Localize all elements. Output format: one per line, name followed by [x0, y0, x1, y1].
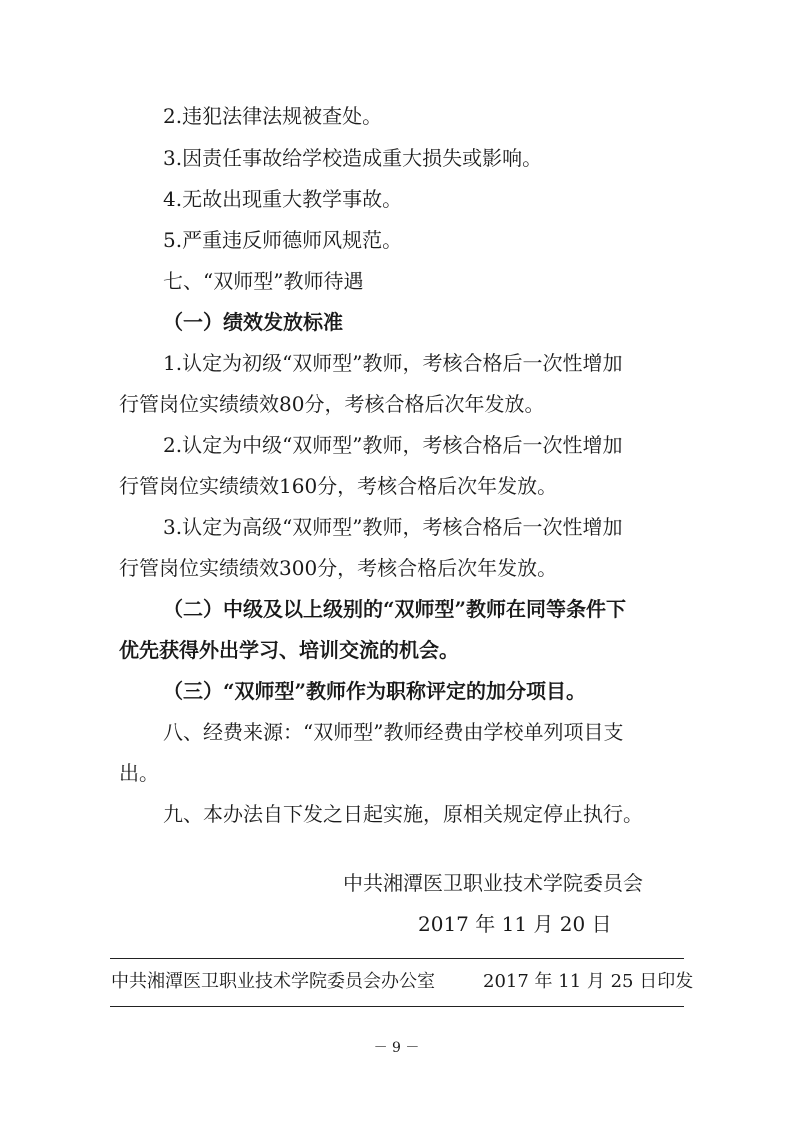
section-heading-8-line-1: 八、经费来源：“双师型”教师经费由学校单列项目支 — [163, 720, 624, 744]
clause-item-3: 3.因责任事故给学校造成重大损失或影响。 — [163, 146, 543, 170]
subheading-1: （一）绩效发放标准 — [163, 310, 343, 334]
paragraph-1-line-1: 1.认定为初级“双师型”教师，考核合格后一次性增加 — [163, 351, 623, 375]
footer-issue-date: 2017 年 11 月 25 日印发 — [483, 971, 694, 992]
signature-org: 中共湘潭医卫职业技术学院委员会 — [343, 871, 643, 895]
section-heading-8-line-2: 出。 — [119, 761, 159, 785]
paragraph-1-line-2: 行管岗位实绩绩效80分，考核合格后次年发放。 — [119, 392, 545, 416]
paragraph-3-line-2: 行管岗位实绩绩效300分，考核合格后次年发放。 — [119, 556, 558, 580]
paragraph-2-line-2: 行管岗位实绩绩效160分，考核合格后次年发放。 — [119, 474, 558, 498]
footer-issuer: 中共湘潭医卫职业技术学院委员会办公室 — [111, 971, 435, 992]
paragraph-3-line-1: 3.认定为高级“双师型”教师，考核合格后一次性增加 — [163, 515, 623, 539]
signature-date: 2017 年 11 月 20 日 — [418, 912, 612, 936]
section-heading-7: 七、“双师型”教师待遇 — [163, 269, 364, 293]
subheading-3: （三）“双师型”教师作为职称评定的加分项目。 — [163, 679, 587, 703]
page-number: － 9 － — [373, 1040, 420, 1056]
clause-item-2: 2.违犯法律法规被查处。 — [163, 104, 383, 128]
subheading-2-line-1: （二）中级及以上级别的“双师型”教师在同等条件下 — [163, 597, 627, 621]
clause-item-4: 4.无故出现重大教学事故。 — [163, 187, 403, 211]
footer-top-rule — [110, 958, 684, 959]
section-heading-9: 九、本办法自下发之日起实施，原相关规定停止执行。 — [163, 802, 643, 826]
clause-item-5: 5.严重违反师德师风规范。 — [163, 228, 403, 252]
paragraph-2-line-1: 2.认定为中级“双师型”教师，考核合格后一次性增加 — [163, 433, 623, 457]
footer-bottom-rule — [110, 1006, 684, 1007]
subheading-2-line-2: 优先获得外出学习、培训交流的机会。 — [119, 638, 459, 662]
